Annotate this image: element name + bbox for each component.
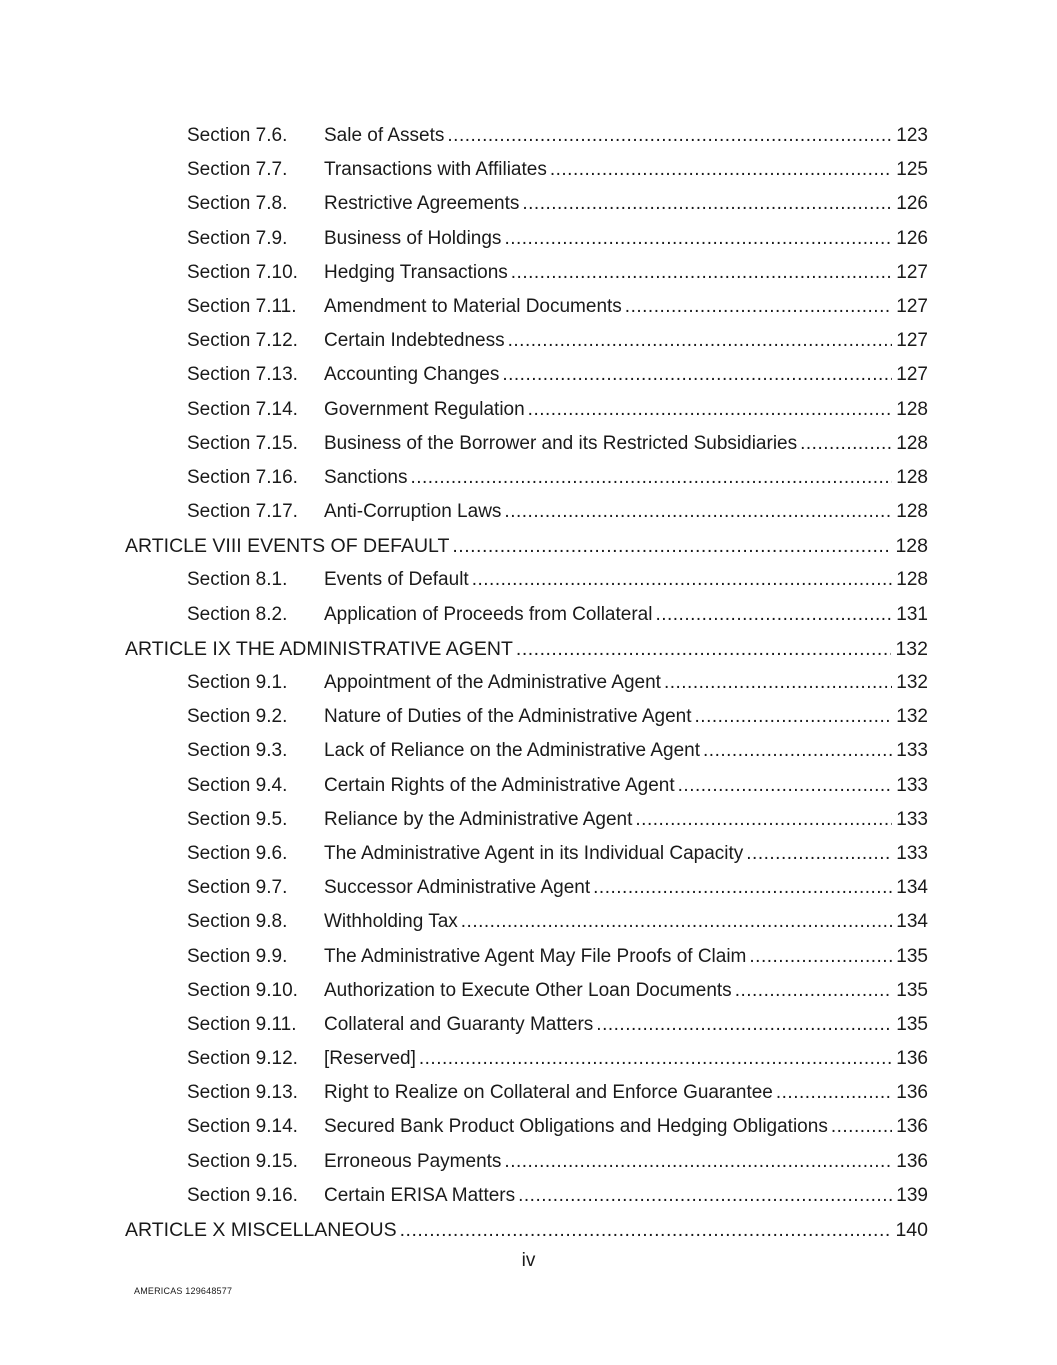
toc-page-number: 133	[896, 842, 928, 864]
toc-section-number: Section 9.6.	[187, 842, 288, 864]
toc-section-number: Section 9.8.	[187, 911, 288, 933]
toc-entry-line	[125, 632, 928, 666]
toc-dot-leader	[518, 1179, 892, 1213]
document-id: AMERICAS 129648577	[134, 1286, 233, 1296]
toc-entry-line	[324, 666, 928, 700]
toc-page-number: 123	[896, 125, 928, 146]
toc-section-number: Section 8.2.	[187, 603, 288, 625]
toc-entry-title: Sanctions	[324, 461, 410, 495]
toc-section-number: Section 7.8.	[187, 193, 288, 215]
toc-dot-leader	[461, 905, 893, 939]
toc-page-number: 136	[896, 1116, 928, 1138]
toc-entry-title: Collateral and Guaranty Matters	[324, 1008, 596, 1042]
toc-section-number: Section 7.14.	[187, 398, 298, 420]
toc-section-row[interactable]	[0, 1110, 1057, 1144]
toc-dot-leader	[593, 871, 892, 905]
toc-entry-title: Certain ERISA Matters	[324, 1179, 518, 1213]
toc-entry-title: Right to Realize on Collateral and Enforce Guarantee	[324, 1076, 776, 1110]
toc-entry-title: ARTICLE X MISCELLANEOUS	[125, 1213, 400, 1247]
toc-section-row[interactable]	[0, 837, 1057, 871]
toc-entry-title: ARTICLE VIII EVENTS OF DEFAULT	[125, 529, 452, 563]
toc-entry-title: Events of Default	[324, 563, 472, 597]
toc-entry-line	[324, 974, 928, 1008]
toc-dot-leader	[504, 222, 892, 256]
toc-section-row[interactable]	[0, 803, 1057, 837]
toc-dot-leader	[508, 324, 893, 358]
toc-entry-title: Certain Indebtedness	[324, 324, 508, 358]
toc-section-number: Section 9.2.	[187, 706, 288, 728]
toc-section-number: Section 9.4.	[187, 774, 288, 796]
toc-section-row[interactable]	[0, 495, 1057, 529]
toc-section-row[interactable]	[0, 700, 1057, 734]
toc-entry-line	[324, 119, 928, 153]
toc-dot-leader	[635, 803, 892, 837]
toc-section-number: Section 9.10.	[187, 979, 298, 1001]
toc-section-number: Section 9.16.	[187, 1184, 298, 1206]
toc-entry-title: Secured Bank Product Obligations and Hedging Obligations	[324, 1110, 831, 1144]
toc-section-number: Section 7.9.	[187, 227, 288, 249]
toc-dot-leader	[655, 598, 892, 632]
toc-entry-line	[324, 1008, 928, 1042]
toc-entry-line	[324, 1076, 928, 1110]
toc-section-row[interactable]	[0, 222, 1057, 256]
toc-section-number: Section 9.13.	[187, 1082, 298, 1104]
toc-section-row[interactable]	[0, 940, 1057, 974]
toc-section-number: Section 7.17.	[187, 501, 298, 523]
toc-page-number: 127	[896, 261, 928, 283]
toc-dot-leader	[410, 461, 892, 495]
toc-page-number: 135	[896, 979, 928, 1001]
toc-entry-title: Appointment of the Administrative Agent	[324, 666, 664, 700]
toc-section-number: Section 7.15.	[187, 432, 298, 454]
toc-dot-leader	[703, 734, 892, 768]
toc-entry-line	[324, 1042, 928, 1076]
toc-entry-line	[324, 256, 928, 290]
toc-entry-title: Government Regulation	[324, 393, 528, 427]
toc-dot-leader	[511, 256, 893, 290]
toc-section-row[interactable]	[0, 769, 1057, 803]
toc-entry-line	[324, 1179, 928, 1213]
toc-dot-leader	[664, 666, 892, 700]
table-of-contents	[0, 119, 1057, 1247]
toc-dot-leader	[596, 1008, 892, 1042]
toc-page-number: 127	[896, 330, 928, 352]
toc-section-number: Section 9.5.	[187, 808, 288, 830]
toc-page-number: 136	[896, 1048, 928, 1070]
toc-page-number: 128	[896, 501, 928, 523]
toc-section-row[interactable]	[0, 1179, 1057, 1213]
toc-section-row[interactable]	[0, 256, 1057, 290]
toc-page-number: 136	[896, 1082, 928, 1104]
toc-entry-line	[324, 905, 928, 939]
toc-article-row[interactable]	[0, 632, 1057, 666]
toc-dot-leader	[472, 563, 893, 597]
toc-section-row[interactable]	[0, 187, 1057, 221]
toc-section-row[interactable]	[0, 563, 1057, 597]
toc-page-number: 127	[896, 295, 928, 317]
toc-entry-title: Anti-Corruption Laws	[324, 495, 504, 529]
toc-entry-title: Amendment to Material Documents	[324, 290, 625, 324]
toc-dot-leader	[625, 290, 893, 324]
toc-page-number: 135	[896, 1013, 928, 1035]
toc-page-number: 131	[896, 603, 928, 625]
toc-dot-leader	[504, 495, 892, 529]
toc-entry-title: Transactions with Affiliates	[324, 153, 550, 187]
toc-page-number: 135	[896, 945, 928, 967]
toc-dot-leader	[522, 187, 892, 221]
toc-page-number: 134	[896, 877, 928, 899]
toc-dot-leader	[831, 1110, 892, 1144]
toc-entry-line	[324, 222, 928, 256]
toc-section-number: Section 9.9.	[187, 945, 288, 967]
toc-page-number: 127	[896, 364, 928, 386]
toc-page-number: 126	[896, 193, 928, 215]
toc-entry-line	[324, 803, 928, 837]
toc-entry-line	[324, 940, 928, 974]
toc-section-number: Section 7.13.	[187, 364, 298, 386]
toc-entry-line	[324, 187, 928, 221]
toc-entry-title: Business of Holdings	[324, 222, 504, 256]
toc-entry-title: Erroneous Payments	[324, 1145, 504, 1179]
toc-entry-line	[324, 495, 928, 529]
toc-section-row[interactable]	[0, 734, 1057, 768]
toc-entry-title: Withholding Tax	[324, 905, 461, 939]
toc-section-row[interactable]	[0, 1042, 1057, 1076]
toc-dot-leader	[400, 1213, 892, 1247]
toc-entry-line	[324, 393, 928, 427]
toc-entry-line	[125, 529, 928, 563]
toc-entry-line	[324, 153, 928, 187]
toc-section-row[interactable]	[0, 119, 1057, 153]
toc-section-number: Section 9.11.	[187, 1013, 297, 1035]
toc-entry-title: Restrictive Agreements	[324, 187, 522, 221]
toc-entry-title: Application of Proceeds from Collateral	[324, 598, 655, 632]
toc-section-row[interactable]	[0, 1076, 1057, 1110]
toc-entry-line	[324, 734, 928, 768]
toc-section-row[interactable]	[0, 324, 1057, 358]
toc-page-number: 133	[896, 808, 928, 830]
toc-dot-leader	[528, 393, 893, 427]
toc-page-number: 133	[896, 740, 928, 762]
toc-section-number: Section 9.1.	[187, 672, 288, 693]
toc-section-number: Section 8.1.	[187, 569, 288, 591]
toc-entry-line	[324, 461, 928, 495]
toc-section-number: Section 7.10.	[187, 261, 298, 283]
toc-dot-leader	[776, 1076, 892, 1110]
toc-dot-leader	[735, 974, 893, 1008]
toc-page-number: 134	[896, 911, 928, 933]
toc-page-number: 136	[896, 1150, 928, 1172]
toc-entry-title: Certain Rights of the Administrative Agent	[324, 769, 678, 803]
toc-page-number: 128	[896, 432, 928, 454]
toc-article-row[interactable]	[0, 529, 1057, 563]
toc-entry-title: Nature of Duties of the Administrative Agent	[324, 700, 695, 734]
toc-entry-title: Successor Administrative Agent	[324, 871, 593, 905]
toc-page-number: 128	[895, 535, 928, 558]
toc-entry-line	[324, 700, 928, 734]
toc-entry-line	[324, 324, 928, 358]
toc-section-row[interactable]	[0, 290, 1057, 324]
toc-entry-line	[324, 358, 928, 392]
toc-entry-title: Business of the Borrower and its Restricted Subsidiaries	[324, 427, 800, 461]
toc-section-number: Section 9.14.	[187, 1116, 298, 1138]
toc-entry-line	[324, 1145, 928, 1179]
toc-entry-line	[324, 598, 928, 632]
toc-section-number: Section 7.7.	[187, 159, 288, 181]
toc-entry-title: Hedging Transactions	[324, 256, 511, 290]
toc-section-row[interactable]	[0, 598, 1057, 632]
toc-entry-line	[324, 837, 928, 871]
toc-dot-leader	[678, 769, 893, 803]
toc-entry-title: Accounting Changes	[324, 358, 502, 392]
toc-page-number: 140	[895, 1219, 928, 1241]
toc-section-row[interactable]	[0, 905, 1057, 939]
toc-page-number: 128	[896, 398, 928, 420]
toc-entry-title: Reliance by the Administrative Agent	[324, 803, 635, 837]
toc-dot-leader	[502, 358, 892, 392]
toc-entry-line	[324, 871, 928, 905]
toc-entry-line	[324, 563, 928, 597]
toc-entry-title: ARTICLE IX THE ADMINISTRATIVE AGENT	[125, 632, 516, 666]
toc-dot-leader	[749, 940, 892, 974]
toc-page-number: 139	[896, 1184, 928, 1206]
toc-section-number: Section 9.3.	[187, 740, 288, 762]
page-number: iv	[521, 1250, 536, 1271]
toc-dot-leader	[516, 632, 892, 666]
toc-section-number: Section 9.15.	[187, 1150, 298, 1172]
toc-entry-title: Lack of Reliance on the Administrative Agent	[324, 734, 703, 768]
toc-dot-leader	[419, 1042, 892, 1076]
toc-section-row[interactable]	[0, 153, 1057, 187]
toc-section-number: Section 9.7.	[187, 877, 288, 899]
toc-page-number: 132	[896, 706, 928, 728]
toc-page-number: 125	[896, 159, 928, 181]
toc-entry-title: Authorization to Execute Other Loan Documents	[324, 974, 735, 1008]
toc-page-number: 126	[896, 227, 928, 249]
toc-section-row[interactable]	[0, 974, 1057, 1008]
toc-section-row[interactable]	[0, 1145, 1057, 1179]
toc-entry-title: [Reserved]	[324, 1042, 419, 1076]
toc-dot-leader	[504, 1145, 892, 1179]
toc-entry-title: The Administrative Agent May File Proofs of Claim	[324, 940, 749, 974]
toc-page-number: 132	[896, 672, 928, 693]
toc-section-number: Section 7.12.	[187, 330, 298, 352]
toc-entry-line	[324, 427, 928, 461]
toc-section-number: Section 7.6.	[187, 125, 288, 146]
toc-page-number: 133	[896, 774, 928, 796]
toc-entry-title: Sale of Assets	[324, 119, 447, 153]
toc-section-row[interactable]	[0, 427, 1057, 461]
toc-section-row[interactable]	[0, 871, 1057, 905]
toc-section-row[interactable]	[0, 666, 1057, 700]
toc-page-number: 132	[895, 637, 928, 660]
toc-article-row[interactable]	[0, 1213, 1057, 1247]
toc-section-number: Section 7.16.	[187, 466, 298, 488]
toc-section-row[interactable]	[0, 393, 1057, 427]
toc-section-row[interactable]	[0, 358, 1057, 392]
toc-section-row[interactable]	[0, 1008, 1057, 1042]
toc-section-number: Section 9.12.	[187, 1048, 298, 1070]
toc-dot-leader	[695, 700, 893, 734]
toc-section-number: Section 7.11.	[187, 295, 297, 317]
toc-entry-line	[125, 1213, 928, 1247]
toc-page-number: 128	[896, 569, 928, 591]
toc-page-number: 128	[896, 466, 928, 488]
toc-dot-leader	[550, 153, 892, 187]
toc-dot-leader	[746, 837, 892, 871]
toc-dot-leader	[800, 427, 892, 461]
toc-dot-leader	[447, 119, 892, 153]
toc-entry-line	[324, 1110, 928, 1144]
toc-section-row[interactable]	[0, 461, 1057, 495]
toc-entry-line	[324, 769, 928, 803]
toc-entry-title: The Administrative Agent in its Individual Capacity	[324, 837, 746, 871]
toc-dot-leader	[452, 529, 891, 563]
toc-entry-line	[324, 290, 928, 324]
